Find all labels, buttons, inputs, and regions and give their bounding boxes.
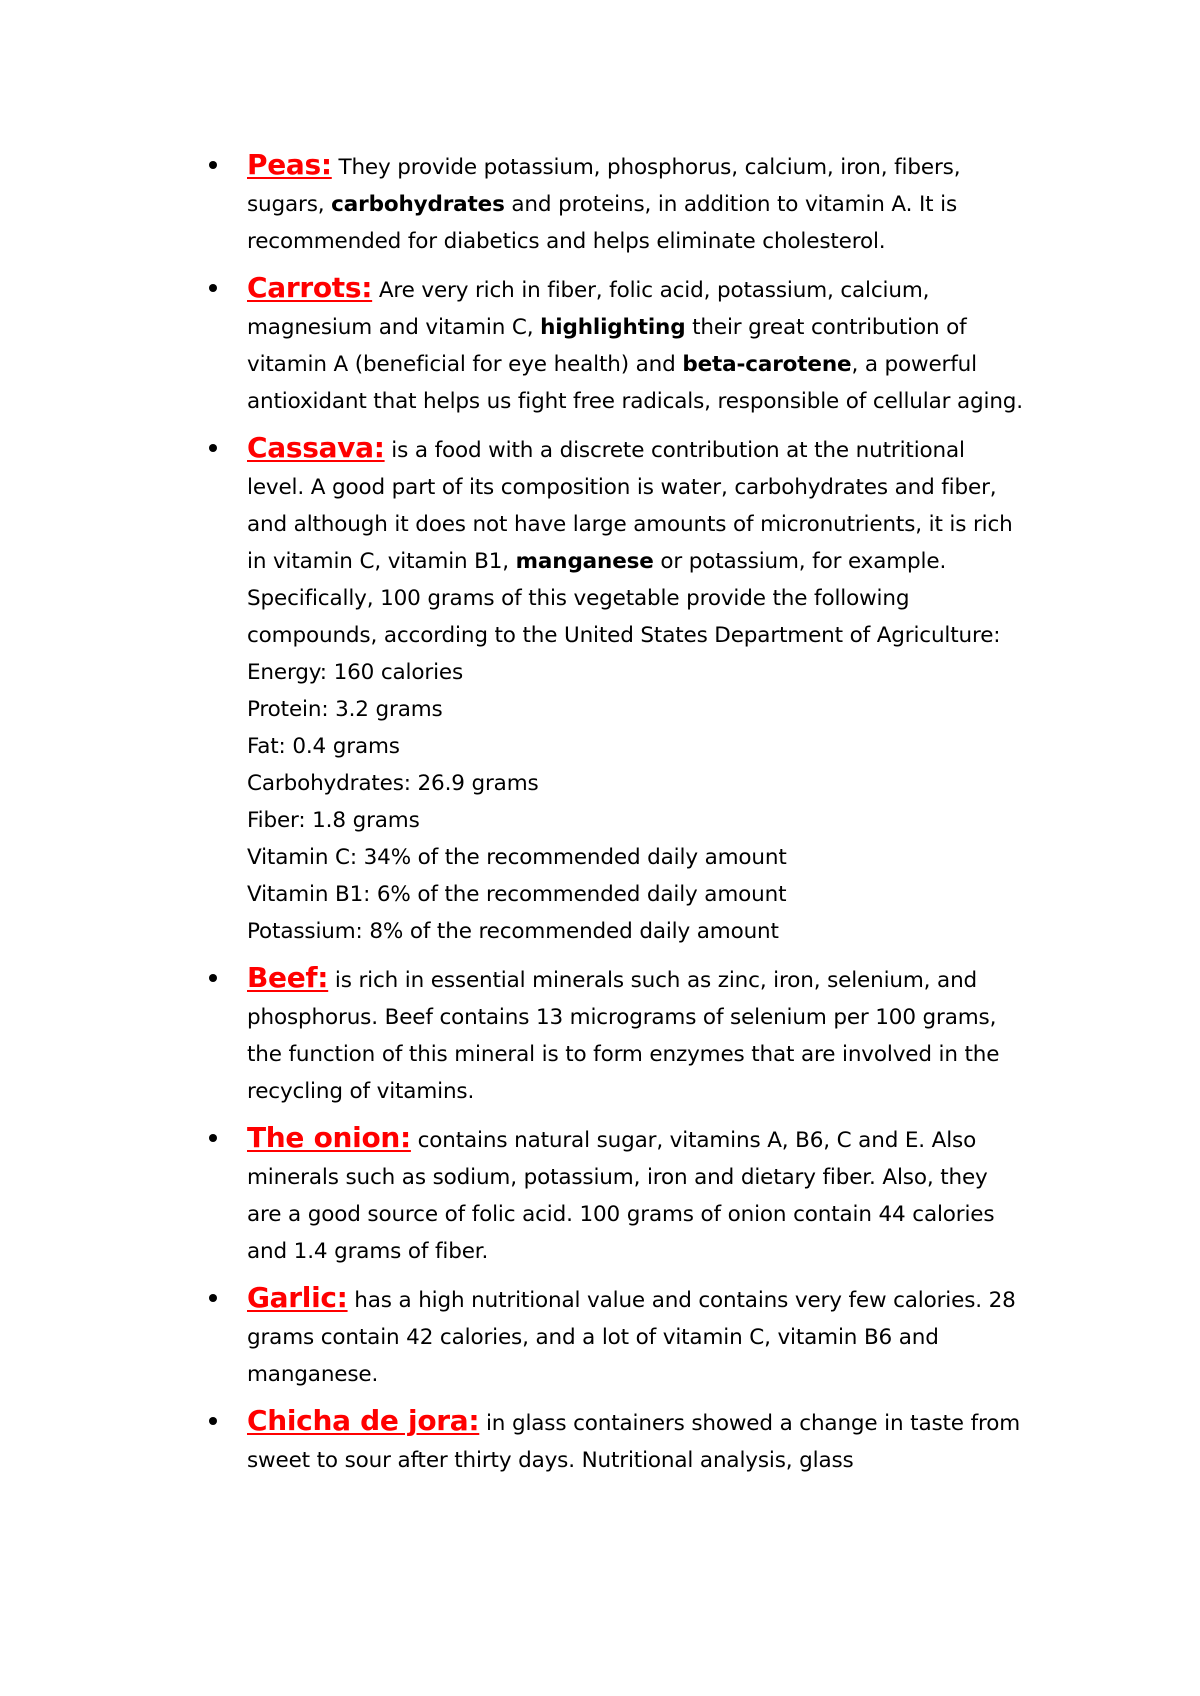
list-item-onion — [205, 1119, 1025, 1270]
body-text: and proteins, in addition to vitamin A. It is recommended for diabetics and helps eliminate cholesterol. — [247, 192, 958, 254]
list-item-beef — [205, 959, 1025, 1110]
bullet-icon — [209, 1294, 217, 1302]
body-text: in glass containers showed a change in taste from sweet to sour after thirty days. Nutritional analysis, glass — [247, 1411, 1021, 1473]
fact-potassium: Potassium: 8% of the recommended daily amount — [247, 919, 779, 944]
term-carrots: Carrots: — [247, 271, 373, 304]
bold-text: highlighting — [540, 315, 686, 340]
fact-vitamin-b1: Vitamin B1: 6% of the recommended daily amount — [247, 882, 787, 907]
list-item-peas — [205, 146, 1025, 260]
body-text: is a food with a discrete contribution at the nutritional level. A good part of its composition is water, carbohydrates and fiber, and although it does not have large amounts of micronutrients, it is rich in vitamin C, vitamin B1, — [247, 438, 1013, 574]
term-garlic: Garlic: — [247, 1281, 348, 1314]
fact-protein: Protein: 3.2 grams — [247, 697, 443, 722]
fact-fat: Fat: 0.4 grams — [247, 734, 400, 759]
term-cassava: Cassava: — [247, 431, 385, 464]
body-text: their great contribution of vitamin A (beneficial for eye health) and — [247, 315, 967, 377]
list-item-cassava — [205, 429, 1025, 950]
list-item-chicha-de-jora — [205, 1402, 1025, 1479]
fact-energy: Energy: 160 calories — [247, 660, 464, 685]
body-text: , a powerful antioxidant that helps us fight free radicals, responsible of cellular aging. — [247, 352, 1023, 414]
body-text: Are very rich in fiber, folic acid, potassium, calcium, magnesium and vitamin C, — [247, 278, 930, 340]
bullet-icon — [209, 1134, 217, 1142]
bold-text: carbohydrates — [331, 192, 505, 217]
list-item-garlic — [205, 1279, 1025, 1393]
fact-fiber: Fiber: 1.8 grams — [247, 808, 420, 833]
body-text: is rich in essential minerals such as zinc, iron, selenium, and phosphorus. Beef contains 13 micrograms of selenium per 100 grams, the function of this mineral is to form enzymes that are involved in the recycling of vitamins. — [247, 968, 1000, 1104]
fact-vitamin-c: Vitamin C: 34% of the recommended daily amount — [247, 845, 787, 870]
body-text: They provide potassium, phosphorus, calcium, iron, fibers, sugars, — [247, 155, 961, 217]
list-item-carrots — [205, 269, 1025, 420]
term-beef: Beef: — [247, 961, 329, 994]
bullet-icon — [209, 974, 217, 982]
bullet-icon — [209, 1417, 217, 1425]
term-chicha-de-jora: Chicha de jora: — [247, 1404, 480, 1437]
food-list — [205, 146, 1025, 1488]
bullet-icon — [209, 161, 217, 169]
term-onion: The onion: — [247, 1121, 411, 1154]
bullet-icon — [209, 444, 217, 452]
body-text: has a high nutritional value and contains very few calories. 28 grams contain 42 calories, and a lot of vitamin C, vitamin B6 and manganese. — [247, 1288, 1016, 1387]
body-text: contains natural sugar, vitamins A, B6, C and E. Also minerals such as sodium, potassium, iron and dietary fiber. Also, they are a good source of folic acid. 100 grams of onion contain 44 calories and 1.4 grams of fiber. — [247, 1128, 995, 1264]
fact-carbohydrates: Carbohydrates: 26.9 grams — [247, 771, 539, 796]
bold-text: manganese — [515, 549, 654, 574]
body-text: or potassium, for example. Specifically, 100 grams of this vegetable provide the following compounds, according to the United States Department of Agriculture: — [247, 549, 1001, 648]
term-peas: Peas: — [247, 148, 332, 181]
bullet-icon — [209, 284, 217, 292]
bold-text: beta-carotene — [682, 352, 852, 377]
